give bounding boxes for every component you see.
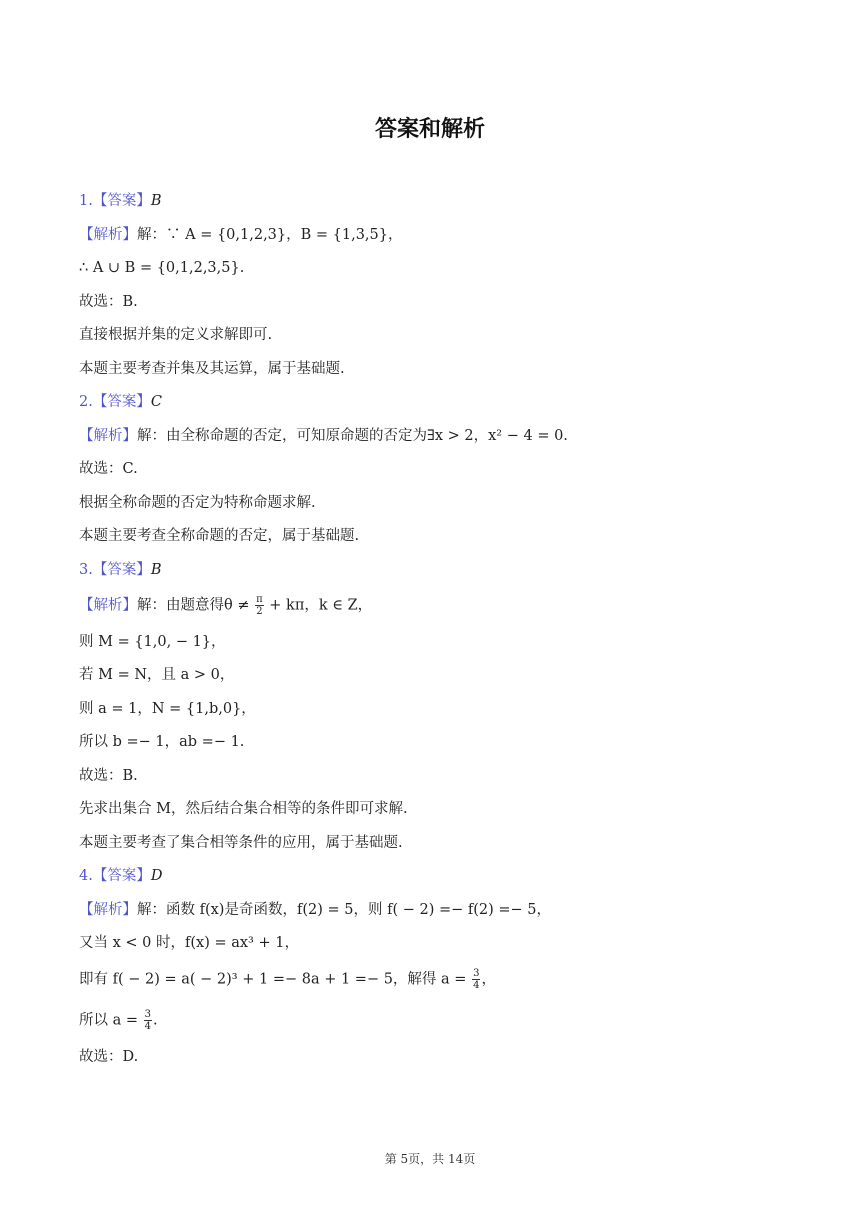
q3-answer: B <box>150 561 162 578</box>
q2-analysis-label: 【解析】 <box>79 427 137 444</box>
q4-line-4 <box>79 1009 779 1032</box>
q2-answer-line <box>79 391 779 413</box>
q3-line-7: 先求出集合 M，然后结合集合相等的条件即可求解. <box>79 801 408 817</box>
q4-answer: D <box>150 868 163 884</box>
q4-answer-label: 4.【答案】 <box>79 868 151 884</box>
q4-fraction-2 <box>144 1009 152 1032</box>
q1-analysis-label: 【解析】 <box>79 226 137 243</box>
q3-line-4: 则 a = 1，N = {1,b,0}， <box>79 700 256 717</box>
q1-line-1: 解：∵ A = {0,1,2,3}，B = {1,3,5}， <box>137 226 403 243</box>
page-title: 答案和解析 <box>374 117 485 142</box>
q3-line-1a: 解：由题意得θ ≠ <box>137 597 255 613</box>
q4-line-4b: . <box>153 1012 158 1029</box>
q4-frac1-num: 3 <box>473 968 480 979</box>
q4-line-3 <box>79 968 779 991</box>
q3-line-2: 则 M = {1,0, − 1}， <box>79 633 226 650</box>
q4-frac2-num: 3 <box>144 1009 151 1020</box>
q3-answer-label: 3.【答案】 <box>79 561 151 578</box>
q3-line-5: 所以 b =− 1，ab =− 1. <box>79 734 245 750</box>
q4-line-5: 故选：D. <box>79 1049 139 1065</box>
page-footer: 第 5页，共 14页 <box>384 1152 476 1166</box>
q4-line-1: 解：函数 f(x)是奇函数，f(2) = 5，则 f( − 2) =− f(2) =− 5， <box>137 901 552 918</box>
q3-frac-num: π <box>256 593 263 605</box>
q3-line-6: 故选：B. <box>79 767 138 784</box>
q3-line-3: 若 M = N，且 a > 0， <box>79 667 235 683</box>
q4-line-3b: ， <box>481 971 496 988</box>
q4-analysis-line <box>79 899 779 921</box>
q2-line-4: 本题主要考查全称命题的否定，属于基础题. <box>79 528 360 544</box>
q1-line-4: 直接根据并集的定义求解即可. <box>79 327 273 343</box>
q4-line-4a: 所以 a = <box>79 1012 143 1029</box>
q3-analysis-label: 【解析】 <box>79 597 137 613</box>
q2-answer-label: 2.【答案】 <box>79 394 151 410</box>
q4-fraction-1 <box>472 968 480 991</box>
q4-frac1-den: 4 <box>473 980 480 991</box>
q2-line-3: 根据全称命题的否定为特称命题求解. <box>79 494 316 511</box>
q1-line-3: 故选：B. <box>79 293 138 310</box>
q1-line-2: ∴ A ∪ B = {0,1,2,3,5}. <box>79 260 245 276</box>
q4-frac2-den: 4 <box>144 1021 151 1032</box>
q1-analysis-line <box>79 224 779 246</box>
q1-line-5: 本题主要考查并集及其运算，属于基础题. <box>79 360 345 377</box>
q3-fraction <box>255 594 264 617</box>
q4-answer-line <box>79 865 779 887</box>
q4-line-2: 又当 x < 0 时，f(x) = ax³ + 1， <box>79 935 299 951</box>
q3-analysis-line <box>79 594 779 617</box>
q2-line-2: 故选：C. <box>79 461 138 477</box>
q1-answer-line <box>79 190 779 212</box>
q1-answer-label: 1.【答案】 <box>79 193 151 209</box>
answer-content <box>79 190 779 1068</box>
q4-line-3a: 即有 f( − 2) = a( − 2)³ + 1 =− 8a + 1 =− 5，解得 a = <box>79 971 472 988</box>
q3-line-8: 本题主要考查了集合相等条件的应用，属于基础题. <box>79 834 403 851</box>
q2-line-1: 解：由全称命题的否定，可知原命题的否定为∃x > 2，x² − 4 = 0. <box>137 427 568 444</box>
q1-answer: B <box>150 193 162 209</box>
q4-analysis-label: 【解析】 <box>79 901 137 918</box>
q2-analysis-line <box>79 425 779 447</box>
q3-line-1b: + kπ，k ∈ Z， <box>264 597 373 613</box>
q2-answer: C <box>150 394 162 410</box>
q3-answer-line <box>79 559 779 581</box>
q3-frac-den: 2 <box>256 605 263 617</box>
